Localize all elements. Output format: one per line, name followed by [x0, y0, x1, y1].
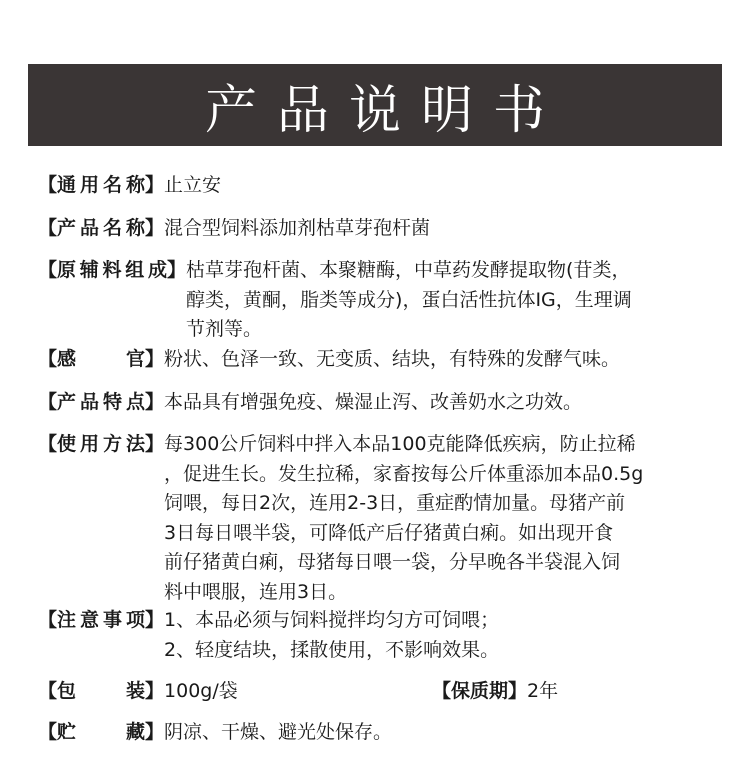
field-ingredients: [38, 256, 728, 345]
field-value: 混合型饲料添加剂枯草芽孢杆菌: [164, 217, 431, 239]
field-value: 2年: [527, 680, 559, 702]
field-label: 【 注意事项 】: [38, 609, 165, 631]
field-value: [186, 256, 728, 345]
field-label: 【 原辅料组成 】: [38, 259, 187, 281]
field-precautions: [38, 606, 728, 665]
text-line: 醇类，黄酮，脂类等成分)，蛋白活性抗体IG，生理调: [186, 288, 632, 311]
text-line: 节剂等。: [186, 318, 263, 340]
field-label: 【 保质期 】: [432, 680, 528, 702]
text-line: 料中喂服，连用3日。: [164, 580, 348, 603]
field-label: 【 产品特点 】: [38, 391, 165, 413]
page-title: 产品说明书: [204, 80, 565, 141]
text-line: 2、轻度结块，揉散使用，不影响效果。: [164, 638, 500, 661]
title-banner: [28, 64, 722, 146]
text-line: ，促进生长。发生拉稀，家畜按每公斤体重添加本品0.5g: [164, 462, 644, 485]
field-generic-name: [38, 171, 728, 201]
field-storage: [38, 718, 728, 748]
text-line: 饲喂，每日2次，连用2-3日，重症酌情加量。母猪产前: [164, 492, 626, 514]
text-line: 1、本品必须与饲料搅拌均匀方可饲喂；: [164, 609, 500, 631]
field-shelf-life: [432, 677, 722, 707]
field-value: [164, 430, 728, 607]
field-sensory: [38, 345, 728, 375]
field-label: 【 使用方法 】: [38, 433, 165, 455]
field-features: [38, 388, 728, 418]
field-product-name: [38, 214, 728, 244]
field-value: 粉状、色泽一致、无变质、结块，有特殊的发酵气味。: [164, 348, 621, 370]
text-line: 每300公斤饲料中拌入本品100克能降低疾病，防止拉稀: [164, 433, 636, 455]
field-value: 100g/袋: [164, 680, 238, 702]
field-label: 【 包 装 】: [38, 680, 165, 702]
text-line: 枯草芽孢杆菌、本聚糖酶，中草药发酵提取物(苷类，: [186, 259, 631, 281]
field-usage: [38, 430, 728, 607]
field-value: 止立安: [164, 174, 222, 196]
field-value: 本品具有增强免疫、燥湿止泻、改善奶水之功效。: [164, 391, 583, 413]
text-line: 3日每日喂半袋，可降低产后仔猪黄白痢。如出现开食: [164, 521, 614, 544]
field-label: 【 产品名称 】: [38, 217, 165, 239]
field-label: 【 通用名称 】: [38, 174, 165, 196]
field-value: [164, 606, 728, 665]
field-value: 阴凉、干燥、避光处保存。: [164, 721, 393, 743]
text-line: 前仔猪黄白痢，母猪每日喂一袋，分早晚各半袋混入饲: [164, 551, 621, 573]
field-label: 【 感 官 】: [38, 348, 165, 370]
field-label: 【 贮 藏 】: [38, 721, 165, 743]
